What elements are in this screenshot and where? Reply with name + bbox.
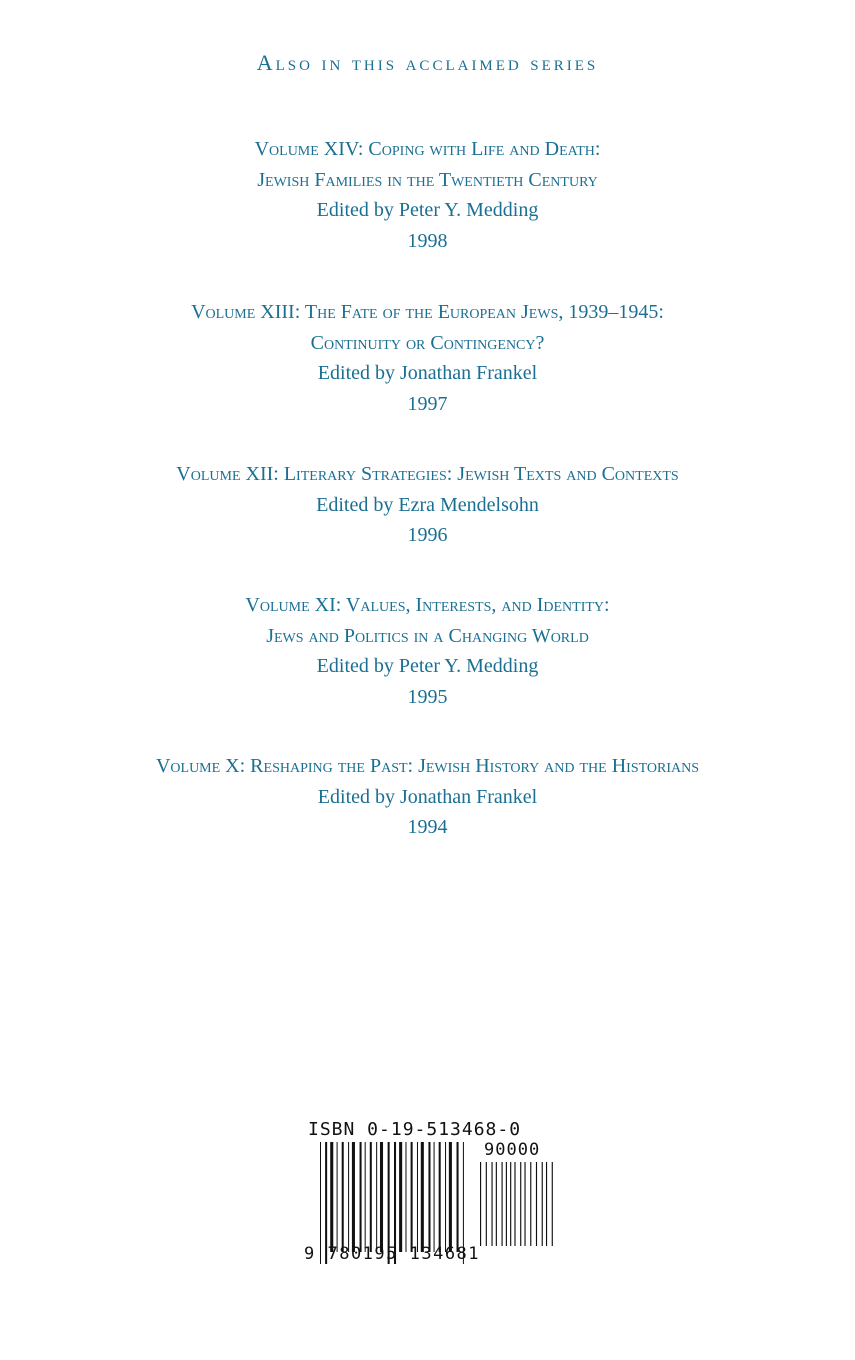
barcode-bar — [421, 1142, 424, 1252]
barcode-bar — [399, 1142, 402, 1252]
volume-xi-entry — [0, 590, 855, 712]
barcode-bar — [445, 1142, 446, 1252]
volume-title-line: Volume XIV: Coping with Life and Death: — [254, 138, 601, 160]
volume-title-line: Volume XII: Literary Strategies: Jewish Texts and Contexts — [176, 463, 679, 485]
series-heading: Also in this acclaimed series — [256, 50, 599, 75]
volume-editor: Edited by Ezra Mendelsohn — [316, 493, 539, 516]
volume-year: 1997 — [407, 392, 448, 415]
barcode-bar — [405, 1142, 406, 1252]
barcode-bar — [546, 1162, 547, 1246]
barcode-bar — [514, 1162, 515, 1246]
isbn-barcode — [300, 1118, 560, 1268]
volume-editor: Edited by Jonathan Frankel — [317, 785, 538, 808]
barcode-bar — [370, 1142, 372, 1252]
barcode-bar — [502, 1162, 503, 1246]
barcode-bar — [352, 1142, 355, 1252]
barcode-bar — [524, 1162, 525, 1246]
barcode-bar — [457, 1142, 459, 1252]
barcode-bar — [536, 1162, 537, 1246]
volume-year: 1994 — [407, 816, 448, 838]
volume-title-line: Jewish Families in the Twentieth Century — [257, 168, 598, 191]
volume-x-entry — [0, 751, 855, 843]
barcode-bar — [520, 1162, 521, 1246]
volume-editor: Edited by Jonathan Frankel — [317, 362, 538, 384]
barcode-bar — [486, 1162, 487, 1246]
volume-title-line: Volume XIII: The Fate of the European Jews, 1939–1945: — [191, 301, 664, 323]
barcode-bar — [506, 1162, 507, 1246]
barcode-bar — [491, 1162, 492, 1246]
barcode-bar — [480, 1162, 481, 1246]
volume-title-line: Jews and Politics in a Changing World — [266, 624, 589, 647]
volume-title-line: Continuity or Contingency? — [310, 331, 545, 354]
barcode-bar — [376, 1142, 377, 1252]
barcode-bar — [496, 1162, 497, 1246]
barcode-bar — [348, 1142, 349, 1252]
barcode-bar — [337, 1142, 338, 1252]
barcode-bar — [530, 1162, 531, 1246]
barcode-bar — [434, 1142, 435, 1252]
barcode-bar — [360, 1142, 362, 1252]
barcode-bar — [365, 1142, 366, 1252]
volume-title-line: Volume XI: Values, Interests, and Identity: — [245, 594, 610, 616]
volume-year: 1995 — [407, 685, 448, 708]
volume-editor: Edited by Peter Y. Medding — [316, 199, 539, 221]
price-code: 90000 — [484, 1140, 541, 1160]
volume-xiii-entry — [0, 297, 855, 419]
barcode-bar — [380, 1142, 383, 1252]
barcode-bar — [439, 1142, 441, 1252]
ean-number: 9 780195 134681 — [304, 1244, 481, 1264]
barcode-bar — [428, 1142, 430, 1252]
barcode-bar — [342, 1142, 344, 1252]
volume-editor: Edited by Peter Y. Medding — [316, 655, 539, 677]
volume-year: 1998 — [407, 229, 448, 252]
price-addon-bars — [480, 1162, 556, 1246]
volume-xii-entry — [0, 459, 855, 551]
volume-year: 1996 — [407, 524, 448, 546]
isbn-number: ISBN 0-19-513468-0 — [308, 1119, 522, 1140]
barcode-bar — [411, 1142, 413, 1252]
barcode-bar — [552, 1162, 553, 1246]
barcode-bar — [542, 1162, 543, 1246]
volume-title-line: Volume X: Reshaping the Past: Jewish History and the Historians — [155, 755, 700, 777]
volume-xiv-entry — [0, 134, 855, 256]
barcode-bar — [330, 1142, 333, 1252]
barcode-bar — [510, 1162, 511, 1246]
barcode-bar — [417, 1142, 418, 1252]
barcode-bar — [449, 1142, 452, 1252]
